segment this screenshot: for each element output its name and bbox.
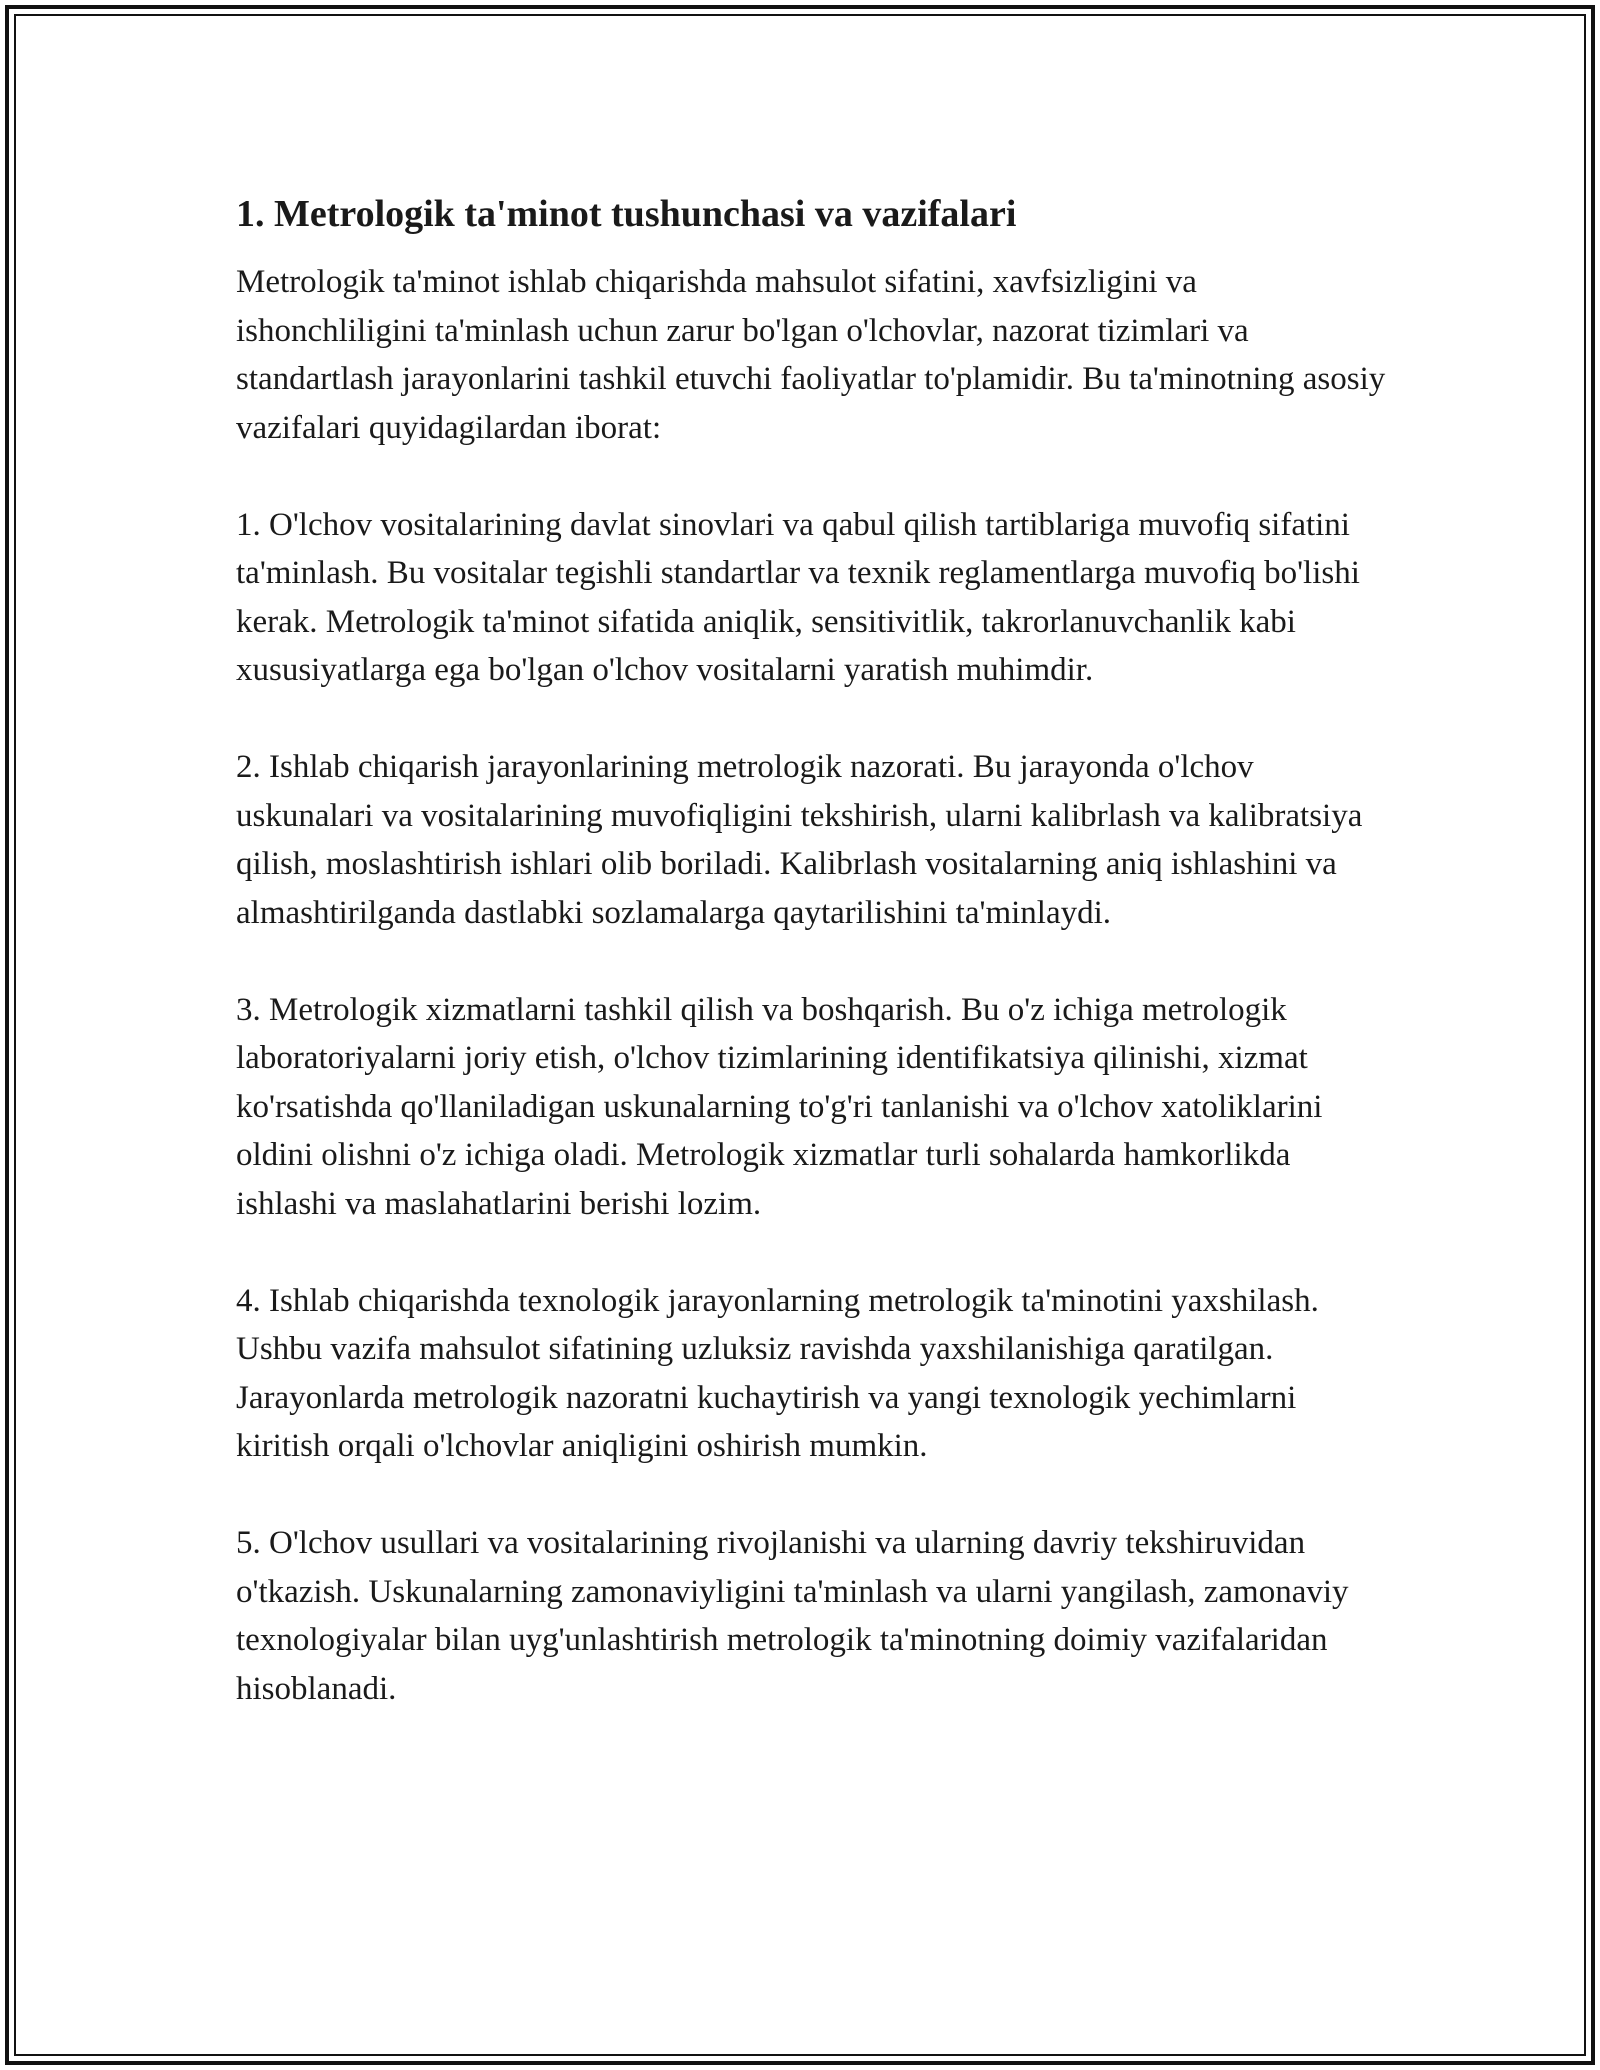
paragraph-item-1: 1. O'lchov vositalarining davlat sinovlari va qabul qilish tartiblariga muvofiq sifatini ta'minlash. Bu vositalar tegishli standartlar va texnik reglamentlarga muvofiq bo'lishi kerak. Metrologik ta'minot sifatida aniqlik, sensitivitlik, takrorlanuvchanlik kabi xususiyatlarga ega bo'lgan o'lchov vositalarni yaratish muhimdir.: [236, 506, 1360, 688]
paragraph-item-3: 3. Metrologik xizmatlarni tashkil qilish va boshqarish. Bu o'z ichiga metrologik laboratoriyalarni joriy etish, o'lchov tizimlarining identifikatsiya qilinishi, xizmat ko'rsatishda qo'llaniladigan uskunalarning to'g'ri tanlanishi va o'lchov xatoliklarini oldini olishni o'z ichiga oladi. Metrologik xizmatlar turli sohalarda hamkorlikda ishlashi va maslahatlarini berishi lozim.: [236, 991, 1323, 1222]
paragraph-item-2: 2. Ishlab chiqarish jarayonlarining metrologik nazorati. Bu jarayonda o'lchov uskunalari va vositalarining muvofiqligini tekshirish, ularni kalibrlash va kalibratsiya qilish, moslashtirish ishlari olib boriladi. Kalibrlash vositalarning aniq ishlashini va almashtirilganda dastlabki sozlamalarga qaytarilishini ta'minlaydi.: [236, 749, 1363, 931]
document-title: 1. Metrologik ta'minot tushunchasi va vazifalari: [236, 193, 1017, 235]
document-body: [236, 190, 1386, 1762]
paragraph-item-4: 4. Ishlab chiqarishda texnologik jarayonlarning metrologik ta'minotini yaxshilash. Ushbu vazifa mahsulot sifatining uzluksiz ravishda yaxshilanishiga qaratilgan. Jarayonlarda metrologik nazoratni kuchaytirish va yangi texnologik yechimlarni kiritish orqali o'lchovlar aniqligini oshirish mumkin.: [236, 1282, 1319, 1464]
paragraph-item-5: 5. O'lchov usullari va vositalarining rivojlanishi va ularning davriy tekshiruvidan o'tkazish. Uskunalarning zamonaviyligini ta'minlash va ularni yangilash, zamonaviy texnologiyalar bilan uyg'unlashtirish metrologik ta'minotning doimiy vazifalaridan hisoblanadi.: [236, 1525, 1349, 1707]
intro-paragraph: Metrologik ta'minot ishlab chiqarishda mahsulot sifatini, xavfsizligini va ishonchliligini ta'minlash uchun zarur bo'lgan o'lchovlar, nazorat tizimlari va standartlash jarayonlarini tashkil etuvchi faoliyatlar to'plamidir. Bu ta'minotning asosiy vazifalari quyidagilardan iborat:: [236, 264, 1386, 446]
